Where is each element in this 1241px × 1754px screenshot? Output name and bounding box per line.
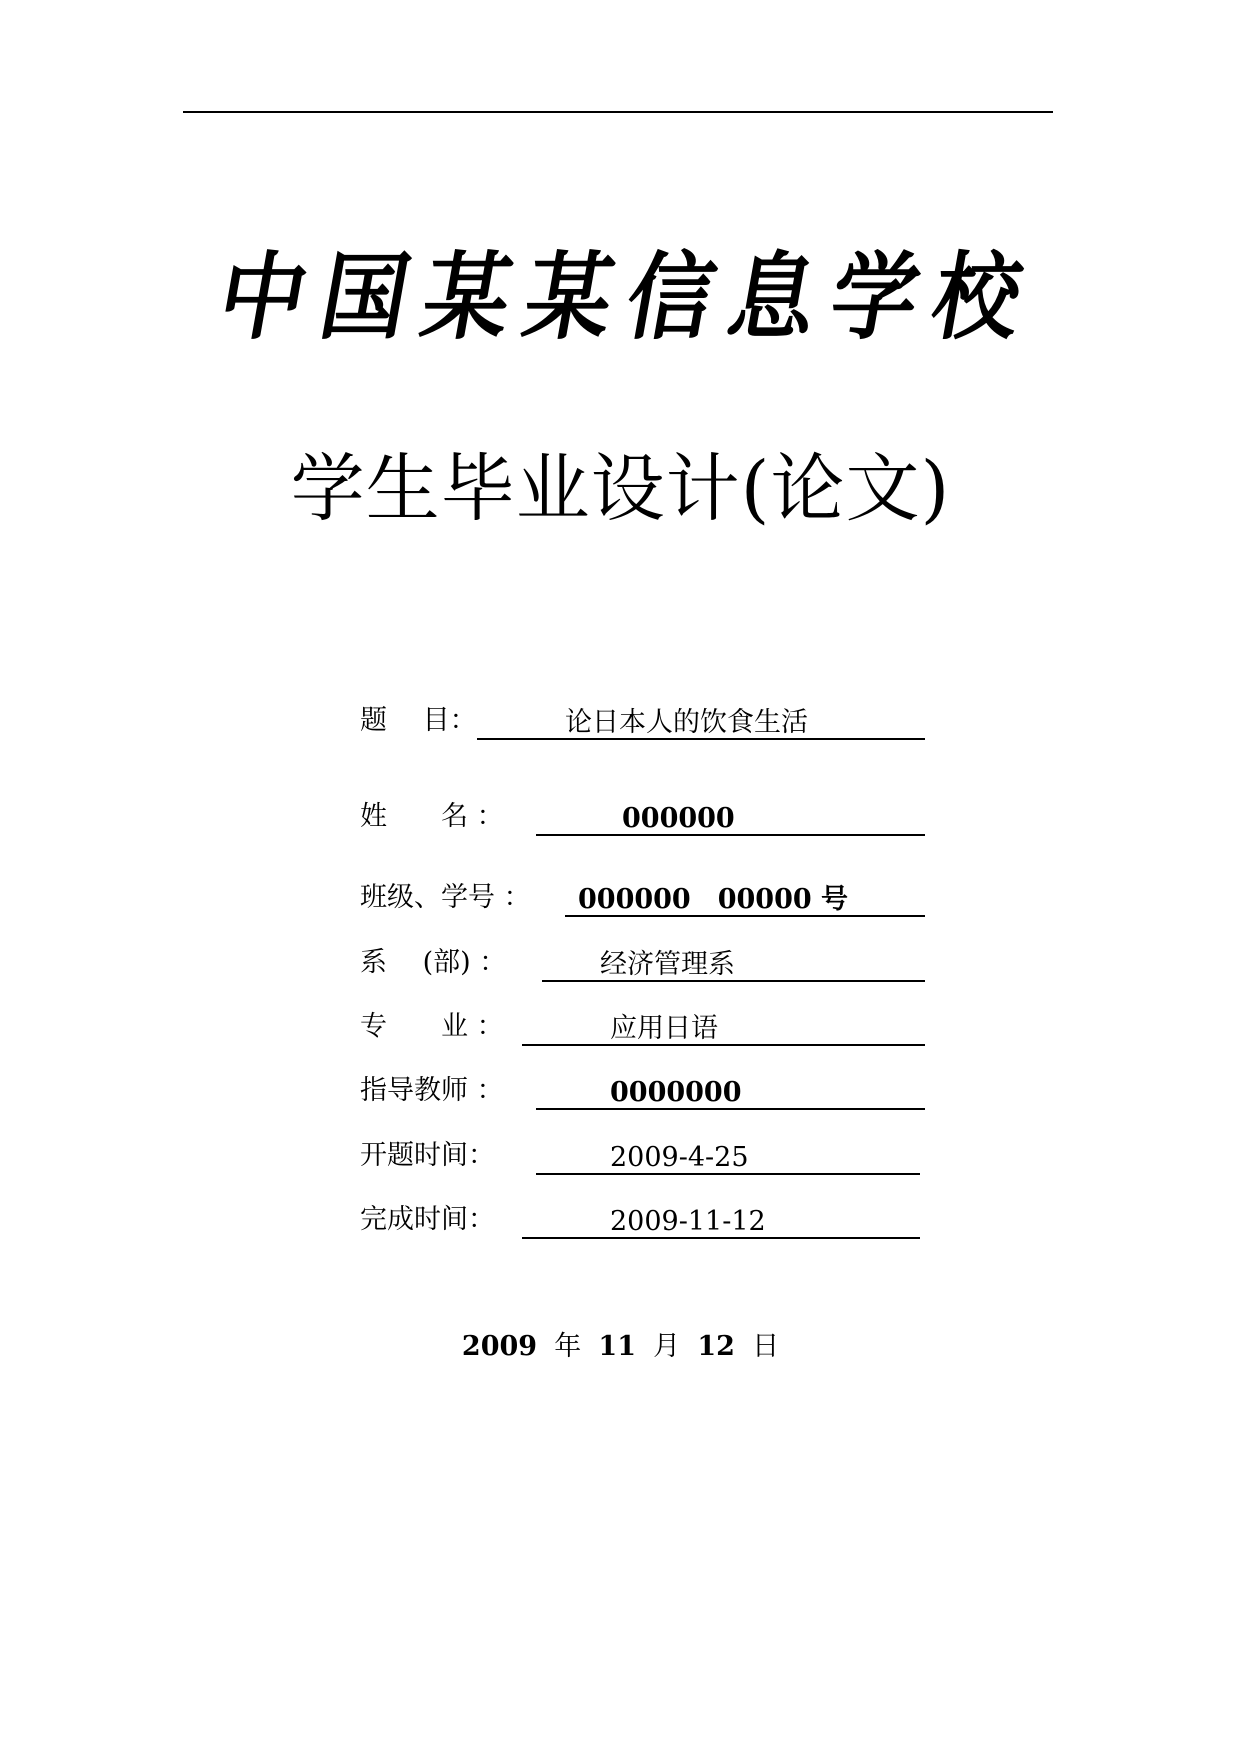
school-name-char: 信 — [618, 241, 724, 353]
date-year: 2009 — [461, 1331, 538, 1362]
school-name-char: 学 — [822, 241, 928, 353]
school-name-char: 息 — [720, 241, 826, 353]
topic-value: 论日本人的饮食生活 — [565, 707, 808, 738]
class-id-value: 000000 00000 号 — [578, 884, 849, 915]
major-value: 应用日语 — [610, 1013, 718, 1044]
header-rule — [183, 111, 1053, 113]
advisor-label: 指导教师 ： — [360, 1075, 504, 1106]
finish-time-field — [360, 1199, 930, 1239]
start-time-underline — [536, 1173, 920, 1175]
department-label: 系 (部) ： — [360, 947, 507, 978]
name-field — [360, 796, 930, 836]
start-time-value: 2009-4-25 — [610, 1142, 749, 1173]
major-field — [360, 1006, 930, 1046]
department-value: 经济管理系 — [600, 949, 735, 980]
start-time-field — [360, 1135, 930, 1175]
department-underline — [542, 980, 925, 982]
finish-time-label: 完成时间： — [360, 1204, 495, 1235]
department-field — [360, 942, 930, 982]
school-name-char: 国 — [312, 241, 418, 353]
finish-time-underline — [522, 1237, 920, 1239]
completion-date — [0, 1333, 1241, 1360]
finish-time-value: 2009-11-12 — [610, 1206, 766, 1237]
start-time-label: 开题时间： — [360, 1140, 495, 1171]
school-name-char: 某 — [516, 241, 622, 353]
class-id-label: 班级、学号 ： — [360, 882, 531, 913]
topic-underline — [477, 738, 925, 740]
school-name-char: 校 — [924, 241, 1030, 353]
date-month: 11 — [598, 1331, 636, 1362]
major-label: 专 业 ： — [360, 1011, 504, 1042]
class-id-underline — [565, 915, 925, 917]
class-id-field — [360, 877, 930, 917]
date-day-unit: 日 — [752, 1331, 780, 1362]
topic-label: 题 目： — [360, 705, 477, 736]
school-name-char: 某 — [414, 241, 520, 353]
advisor-field — [360, 1070, 930, 1110]
advisor-underline — [536, 1108, 925, 1110]
topic-field — [360, 700, 930, 740]
name-value: 000000 — [622, 803, 735, 834]
date-day: 12 — [697, 1331, 735, 1362]
advisor-value: 0000000 — [610, 1077, 742, 1108]
name-label: 姓 名 ： — [360, 801, 504, 832]
school-name-char: 中 — [210, 241, 316, 353]
name-underline — [536, 834, 925, 836]
date-month-unit: 月 — [653, 1331, 681, 1362]
major-underline — [522, 1044, 925, 1046]
school-name — [210, 228, 1030, 368]
document-title: 学生毕业设计(论文) — [290, 446, 951, 532]
date-year-unit: 年 — [554, 1331, 582, 1362]
